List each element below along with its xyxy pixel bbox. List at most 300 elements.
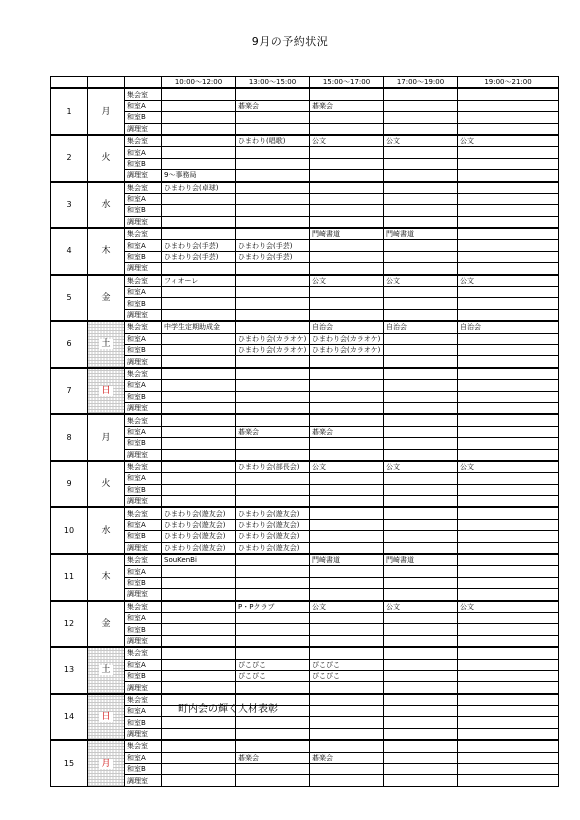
reservation-cell [162,402,236,414]
reservation-cell [384,414,458,426]
reservation-cell [310,449,384,461]
reservation-cell [162,566,236,577]
reservation-cell: ひまわり会(カラオケ) [236,333,310,344]
reservation-cell [384,635,458,647]
room-name: 集会室 [125,135,162,147]
reservation-cell: フィオーレ [162,275,236,287]
reservation-cell [236,391,310,402]
table-row [51,659,559,670]
room-name: 調理室 [125,356,162,368]
reservation-cell [458,438,559,449]
reservation-cell [458,554,559,566]
reservation-cell: 公文 [310,135,384,147]
reservation-cell: ひまわり会(手芸) [162,240,236,251]
reservation-cell [384,216,458,228]
table-row [51,519,559,530]
reservation-cell [310,170,384,182]
reservation-cell [384,706,458,717]
reservation-cell [236,635,310,647]
weekday-label: 水 [101,525,111,536]
day-number: 8 [51,414,88,461]
table-row [51,566,559,577]
weekday-cell [88,228,125,275]
table-row [51,333,559,344]
reservation-cell [384,449,458,461]
reservation-cell: 公文 [310,275,384,287]
reservation-cell [310,496,384,508]
reservation-cell [310,519,384,530]
room-name: 集会室 [125,368,162,380]
table-row [51,752,559,763]
header-time-slot: 19:00～21:00 [458,77,559,89]
weekday-label: 月 [101,432,111,443]
reservation-cell [458,706,559,717]
weekday-cell [88,368,125,415]
day-number: 11 [51,554,88,601]
reservation-cell [458,228,559,240]
weekday-label: 土 [101,339,111,350]
reservation-cell [310,717,384,728]
reservation-cell [236,275,310,287]
reservation-cell [310,368,384,380]
reservation-cell: ひまわり会(カラオケ) [310,344,384,355]
weekday-label: 月 [101,758,111,769]
weekday-label: 月 [101,106,111,117]
reservation-cell [162,438,236,449]
room-name: 和室B [125,205,162,216]
reservation-cell [310,764,384,775]
reservation-cell [310,251,384,262]
reservation-cell [458,670,559,681]
table-row [51,135,559,147]
reservation-cell [384,577,458,588]
reservation-cell [162,263,236,275]
reservation-cell [384,251,458,262]
reservation-cell [458,100,559,111]
reservation-cell [458,380,559,391]
reservation-cell [236,123,310,135]
reservation-cell: 中学生定期助成金 [162,321,236,333]
table-row [51,100,559,111]
reservation-cell [458,147,559,158]
reservation-cell [458,251,559,262]
reservation-cell [384,519,458,530]
header-blank-room [125,77,162,89]
reservation-cell [458,333,559,344]
room-name: 調理室 [125,589,162,601]
table-row [51,251,559,262]
reservation-cell [236,287,310,298]
reservation-cell [458,484,559,495]
weekday-label: 金 [101,618,111,629]
reservation-cell: 公文 [458,135,559,147]
room-name: 集会室 [125,461,162,473]
reservation-cell [162,728,236,740]
reservation-cell [310,473,384,484]
reservation-cell [162,356,236,368]
table-row [51,612,559,623]
schedule-body [51,88,559,786]
reservation-cell: 公文 [384,275,458,287]
room-name: 調理室 [125,449,162,461]
room-name: 和室A [125,473,162,484]
reservation-cell [458,519,559,530]
room-name: 調理室 [125,682,162,694]
reservation-cell [236,402,310,414]
reservation-cell [384,402,458,414]
reservation-cell [458,356,559,368]
reservation-cell: ひまわり会(手芸) [236,251,310,262]
reservation-cell [384,112,458,123]
reservation-cell [162,577,236,588]
table-row [51,263,559,275]
reservation-cell [162,100,236,111]
table-row [51,147,559,158]
room-name: 和室A [125,240,162,251]
table-row [51,589,559,601]
room-name: 集会室 [125,228,162,240]
weekday-label: 水 [101,199,111,210]
reservation-cell: ひまわり会(遊友会) [162,542,236,554]
reservation-cell: ひまわり会(手芸) [162,251,236,262]
header-time-slot: 17:00～19:00 [384,77,458,89]
room-name: 集会室 [125,601,162,613]
reservation-cell [310,205,384,216]
weekday-cell [88,601,125,648]
reservation-cell: 公文 [310,601,384,613]
reservation-cell [458,344,559,355]
reservation-cell [236,309,310,321]
reservation-cell [310,647,384,659]
reservation-cell: ぴこぴこ [236,670,310,681]
reservation-cell [310,507,384,519]
reservation-cell [310,263,384,275]
reservation-cell [162,287,236,298]
day-number: 3 [51,182,88,229]
reservation-cell [384,123,458,135]
room-name: 和室A [125,333,162,344]
reservation-cell: ひまわり会(遊友会) [236,542,310,554]
reservation-cell [458,647,559,659]
room-name: 和室A [125,659,162,670]
room-name: 和室A [125,287,162,298]
reservation-cell [458,309,559,321]
room-name: 和室B [125,251,162,262]
reservation-cell [162,391,236,402]
reservation-cell [384,717,458,728]
reservation-cell: 公文 [458,601,559,613]
weekday-cell [88,647,125,694]
reservation-cell [458,496,559,508]
table-row [51,193,559,204]
reservation-cell [384,728,458,740]
day-number: 7 [51,368,88,415]
header-time-slot: 15:00～17:00 [310,77,384,89]
reservation-cell [310,193,384,204]
reservation-cell: ひまわり会(遊友会) [236,519,310,530]
reservation-cell [458,193,559,204]
weekday-label: 土 [101,665,111,676]
reservation-cell: ぴこぴこ [310,659,384,670]
reservation-cell [236,380,310,391]
table-row [51,275,559,287]
table-row [51,298,559,309]
reservation-cell [384,240,458,251]
room-name: 和室A [125,193,162,204]
reservation-cell [162,449,236,461]
reservation-cell [310,542,384,554]
reservation-cell [458,88,559,100]
weekday-cell [88,88,125,135]
reservation-cell: 門崎書道 [310,554,384,566]
reservation-cell [236,147,310,158]
reservation-cell: ひまわり会(部長会) [236,461,310,473]
weekday-label: 木 [101,246,111,257]
weekday-cell [88,414,125,461]
reservation-cell [310,624,384,635]
reservation-cell: 公文 [458,275,559,287]
room-name: 和室A [125,752,162,763]
reservation-cell [162,589,236,601]
reservation-cell [162,426,236,437]
reservation-cell: ひまわり会(カラオケ) [310,333,384,344]
reservation-cell [162,88,236,100]
reservation-cell: 公文 [458,461,559,473]
reservation-cell [310,123,384,135]
table-row [51,484,559,495]
table-row [51,240,559,251]
reservation-cell: ぴこぴこ [310,670,384,681]
room-name: 和室A [125,147,162,158]
reservation-cell [162,717,236,728]
room-name: 和室B [125,717,162,728]
reservation-cell [310,309,384,321]
room-name: 和室A [125,566,162,577]
table-row [51,635,559,647]
weekday-cell [88,694,125,741]
reservation-cell [458,112,559,123]
reservation-cell: ひまわり会(遊友会) [162,519,236,530]
reservation-cell [236,193,310,204]
reservation-cell [458,182,559,194]
reservation-cell [458,507,559,519]
reservation-cell [236,496,310,508]
reservation-cell [236,298,310,309]
reservation-cell [236,764,310,775]
reservation-cell [458,542,559,554]
reservation-cell [236,263,310,275]
reservation-cell: 門崎書道 [310,228,384,240]
reservation-cell [236,647,310,659]
reservation-cell [162,158,236,169]
reservation-cell [236,473,310,484]
reservation-cell [384,309,458,321]
room-name: 和室A [125,426,162,437]
reservation-cell [458,612,559,623]
reservation-cell [384,182,458,194]
reservation-cell [458,391,559,402]
reservation-cell [458,449,559,461]
room-name: 調理室 [125,728,162,740]
reservation-cell [162,193,236,204]
room-name: 調理室 [125,635,162,647]
table-row [51,647,559,659]
reservation-cell [162,775,236,786]
reservation-cell [310,775,384,786]
room-name: 集会室 [125,647,162,659]
table-row [51,706,559,717]
reservation-cell [310,728,384,740]
reservation-cell [236,682,310,694]
table-row [51,461,559,473]
table-row [51,507,559,519]
reservation-cell [458,566,559,577]
reservation-cell [458,263,559,275]
reservation-cell [162,368,236,380]
reservation-cell: ひまわり会(カラオケ) [236,344,310,355]
day-number: 14 [51,694,88,741]
reservation-cell [384,531,458,542]
reservation-cell: ひまわり会(遊友会) [162,507,236,519]
header-time-slot: 13:00～15:00 [236,77,310,89]
reservation-cell [162,380,236,391]
reservation-cell [236,589,310,601]
reservation-cell [384,775,458,786]
reservation-cell [384,764,458,775]
table-row [51,426,559,437]
reservation-cell [384,566,458,577]
reservation-cell [236,205,310,216]
table-row [51,344,559,355]
day-number: 13 [51,647,88,694]
reservation-cell [384,344,458,355]
reservation-cell [310,391,384,402]
reservation-cell [236,216,310,228]
reservation-cell [384,496,458,508]
room-name: 集会室 [125,321,162,333]
day-number: 15 [51,740,88,786]
reservation-cell [310,438,384,449]
reservation-cell [384,158,458,169]
room-name: 和室B [125,531,162,542]
weekday-label: 日 [101,711,111,722]
reservation-cell [458,426,559,437]
reservation-cell [310,612,384,623]
reservation-cell [458,752,559,763]
reservation-cell [384,589,458,601]
reservation-cell [384,542,458,554]
table-row [51,182,559,194]
table-row [51,764,559,775]
table-row [51,380,559,391]
reservation-cell [458,717,559,728]
room-name: 和室B [125,764,162,775]
reservation-cell [458,298,559,309]
room-name: 集会室 [125,694,162,706]
reservation-cell [458,402,559,414]
reservation-cell [162,682,236,694]
reservation-cell [236,484,310,495]
reservation-cell [236,438,310,449]
reservation-cell [236,740,310,752]
reservation-cell [162,496,236,508]
room-name: 調理室 [125,309,162,321]
reservation-cell [384,426,458,437]
reservation-cell: 公文 [384,461,458,473]
reservation-cell [384,88,458,100]
room-name: 和室A [125,706,162,717]
room-name: 調理室 [125,496,162,508]
table-row [51,740,559,752]
reservation-cell: 公文 [384,601,458,613]
reservation-cell [162,461,236,473]
room-name: 和室B [125,484,162,495]
reservation-cell [384,298,458,309]
header-blank-weekday [88,77,125,89]
table-row [51,473,559,484]
reservation-cell [384,356,458,368]
reservation-cell [236,112,310,123]
reservation-cell [162,670,236,681]
weekday-label: 金 [101,292,111,303]
room-name: 和室B [125,344,162,355]
table-row [51,624,559,635]
reservation-cell: 碁楽会 [310,426,384,437]
room-name: 和室B [125,577,162,588]
reservation-cell: 門崎書道 [384,554,458,566]
weekday-label: 木 [101,572,111,583]
reservation-cell [236,182,310,194]
reservation-cell [310,356,384,368]
reservation-cell [162,624,236,635]
reservation-cell [458,764,559,775]
room-name: 調理室 [125,402,162,414]
table-row [51,542,559,554]
reservation-cell [310,240,384,251]
reservation-cell [458,158,559,169]
reservation-cell [162,752,236,763]
reservation-cell: 碁楽会 [310,100,384,111]
reservation-cell: SouKenBi [162,554,236,566]
reservation-cell [162,112,236,123]
weekday-label: 火 [101,153,111,164]
room-name: 調理室 [125,542,162,554]
day-number: 2 [51,135,88,182]
room-name: 集会室 [125,554,162,566]
reservation-cell [236,368,310,380]
table-row [51,309,559,321]
reservation-cell: ひまわり会(遊友会) [236,531,310,542]
table-row [51,717,559,728]
table-row [51,112,559,123]
reservation-cell [310,635,384,647]
reservation-cell [162,601,236,613]
reservation-cell [236,728,310,740]
header-row [51,77,559,89]
reservation-cell: ひまわり(唱歌) [236,135,310,147]
reservation-cell [384,368,458,380]
reservation-cell: ひまわり会(遊友会) [162,531,236,542]
reservation-cell [384,659,458,670]
reservation-cell [458,368,559,380]
reservation-cell [236,228,310,240]
reservation-cell [310,112,384,123]
reservation-cell [310,147,384,158]
reservation-cell [236,775,310,786]
reservation-cell [162,205,236,216]
room-name: 集会室 [125,414,162,426]
room-name: 調理室 [125,123,162,135]
